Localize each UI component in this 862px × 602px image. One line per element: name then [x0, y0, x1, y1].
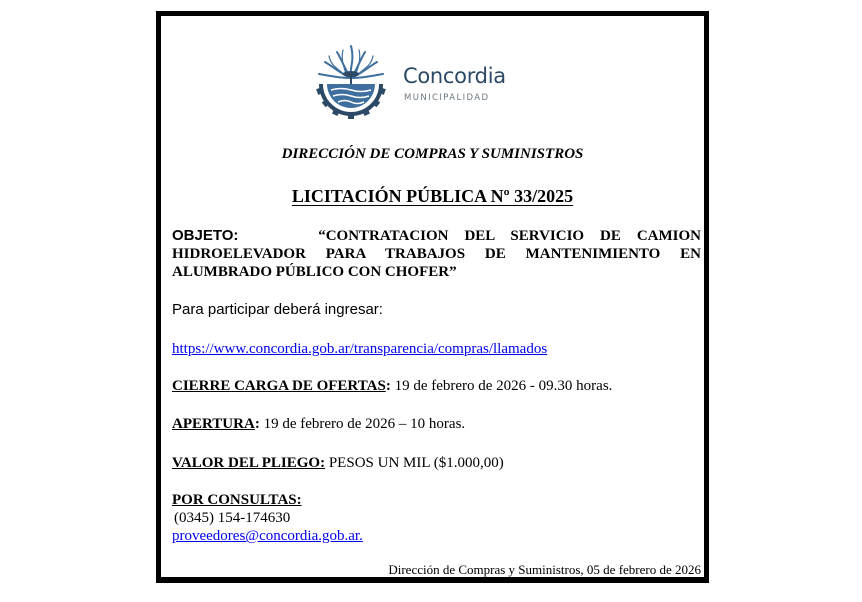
apertura-row: APERTURA: 19 de febrero de 2026 – 10 horas.	[172, 416, 466, 432]
footer-signature: Dirección de Compras y Suministros, 05 de febrero de 2026	[388, 562, 701, 577]
consultas-email-row	[172, 528, 363, 545]
department-heading: DIRECCIÓN DE COMPRAS Y SUMINISTROS	[281, 146, 584, 162]
cierre-row: CIERRE CARGA DE OFERTAS: 19 de febrero de 2026 - 09.30 horas.	[172, 378, 613, 394]
consultas-label: POR CONSULTAS:	[172, 492, 302, 508]
cierre-value: 19 de febrero de 2026 - 09.30 horas.	[390, 378, 613, 394]
valor-row	[172, 455, 504, 472]
email-suffix: .	[359, 528, 363, 544]
valor-value: PESOS UN MIL ($1.000,00)	[325, 455, 504, 471]
consultas-label-row	[172, 492, 302, 509]
participar-text: Para participar deberá ingresar:	[172, 301, 383, 318]
email-link[interactable]: proveedores@concordia.gob.ar	[172, 528, 360, 544]
logo-subtitle: MUNICIPALIDAD	[404, 93, 490, 103]
valor-label: VALOR DEL PLIEGO:	[172, 455, 326, 471]
logo-name: Concordia	[403, 64, 506, 88]
concordia-logo	[311, 38, 531, 124]
apertura-value: 19 de febrero de 2026 – 10 horas.	[259, 416, 466, 432]
compras-url-link[interactable]: https://www.concordia.gob.ar/transparencia/compras/llamados	[172, 341, 548, 357]
objeto-text: “CONTRATACION DEL SERVICIO DE CAMION HIDROELEVADOR PARA TRABAJOS DE MANTENIMIENTO EN ALUMBRADO PÚBLICO CON CHOFER”	[172, 228, 702, 280]
apertura-label: APERTURA	[172, 416, 255, 432]
objeto-paragraph	[172, 227, 701, 281]
consultas-phone: (0345) 154-174630	[174, 510, 291, 526]
page-title: LICITACIÓN PÚBLICA Nº 33/2025	[291, 186, 574, 206]
cierre-label: CIERRE CARGA DE OFERTAS	[172, 378, 386, 394]
objeto-label: OBJETO:	[172, 227, 239, 244]
municipal-emblem-icon	[311, 38, 391, 122]
notice-frame	[156, 11, 709, 583]
